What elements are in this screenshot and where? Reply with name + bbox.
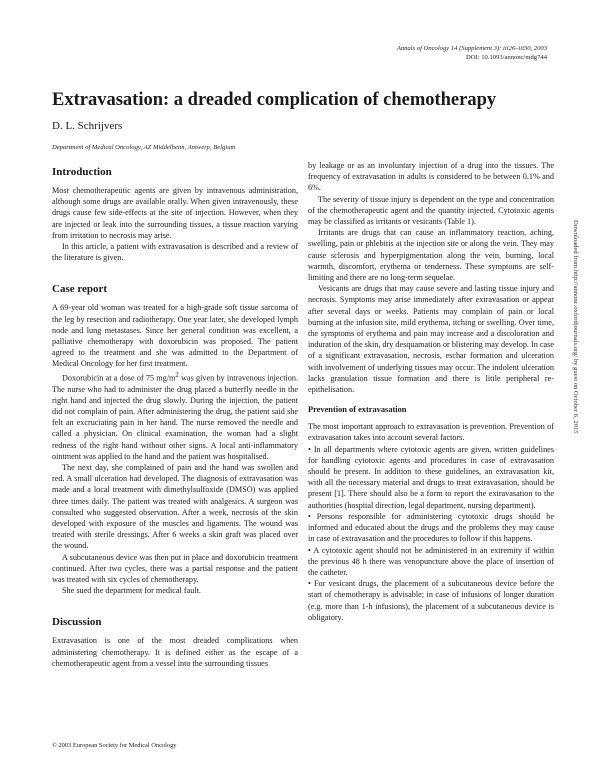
case-paragraph-1: A 69-year old woman was treated for a high-grade soft tissue sarcoma of the leg by resection and radiotherapy. One year later, she developed lymph node and lung metastases. Since her general condition was excellent, a palliative chemotherapy with doxorubicin was proposed. The patient agreed to the treatment and she was admitted to the Department of Medical Oncology for her first treatment. <box>52 303 298 369</box>
continued-paragraph-1: by leakage or as an involuntary injection of a drug into the tissues. The frequency of extravasation in adults is considered to be between 0.1% and 6%. <box>308 161 554 193</box>
prevention-bullet-2: • Persons responsible for administering cytotoxic drugs should be informed and educated about the drugs and the problems they may cause in case of extravasation and the procedures to follow if this happens. <box>308 511 554 544</box>
left-column <box>52 160 298 669</box>
article-title: Extravasation: a dreaded complication of chemotherapy <box>52 90 497 110</box>
discussion-paragraph-1: Extravasation is one of the most dreaded complications when administering chemotherapy. It is defined either as the escape of a chemotherapeutic agent from a vessel into the surrounding tissues <box>52 636 298 668</box>
introduction-heading: Introduction <box>52 166 112 178</box>
prevention-bullet-3: • A cytotoxic agent should not be administered in an extremity if within the previous 48 h there was venopuncture above the place of insertion of the catheter. <box>308 545 554 577</box>
right-column <box>308 160 554 623</box>
case-paragraph-5: She sued the department for medical fault. <box>62 586 201 596</box>
case-paragraph-2-start: Doxorubicin at a dose of 75 mg/m <box>62 373 176 383</box>
download-suffix: by guest on October 6, 2015 <box>572 357 579 434</box>
prevention-heading: Prevention of extravasation <box>308 405 407 415</box>
journal-citation: Annals of Oncology 14 (Supplement 3): iii26–iii30, 2003 <box>396 45 547 52</box>
case-paragraph-2 <box>52 370 298 462</box>
prevention-bullet-1: • In all departments where cytotoxic agents are given, written guidelines for handling cytotoxic agents and procedures in case of extravasation should be present. In addition to these guidelines, an extravasation kit, with all the necessary material and drugs to treat extravasation, should be present [1]. There should also be a form to report the extravasation to the authorities (hospital direction, legal department, nursing department). <box>308 444 554 510</box>
case-paragraph-3: The next day, she complained of pain and the hand was swollen and red. A small ulceration had developed. The diagnosis of extravasation was made and a local treatment with dimethylsulfoxide (DMSO) was applied three times daily. The patient was treated with analgesics. A surgeon was consulted who suggested observation. After a week, necrosis of the skin developed with exposure of the muscles and ligaments. The wound was treated with sterile dressings. After 6 weeks a skin graft was placed over the wound. <box>52 463 298 551</box>
irritants-paragraph: Irritants are drugs that can cause an inflammatory reaction, aching, swelling, pain or phlebitis at the injection site or along the vein. They may cause sclerosis and hyperpigmentation along the vein, burning, local warmth, discomfort, erythema or tenderness. These symptoms are self-limiting and there are no long-term sequelae. <box>308 228 554 283</box>
prevention-bullet-4: • For vesicant drugs, the placement of a subcutaneous device before the start of chemotherapy is advisable; in case of infusions of longer duration (e.g. more than 1-h infusions), the placement of a subcutaneous device is obligatory. <box>308 579 554 622</box>
vesicants-paragraph: Vesicants are drugs that may cause severe and lasting tissue injury and necrosis. Symptoms may arise immediately after extravasation or appear after several days or weeks. Patients may complain of pain or local burning at the infusion site, mild erythema, itching or swelling. Over time, the symptoms of erythema and pain may increase and a discoloration and induration of the skin, dry desquamation or blistering may develop. In case of a significant extravasation, necrosis, eschar formation and ulceration with involvement of underlying tissues may occur. The indolent ulceration lacks granulation tissue formation and there is little peripheral re-epithelisation. <box>308 284 554 395</box>
case-paragraph-2-end: was given by intravenous injection. The nurse who had to administer the drug placed a butterfly needle in the right hand and injected the drug slowly. During the injection, the patient did not complain of pain. After administering the drug, the patient said she felt an excruciating pain in her hand. The nurse removed the needle and called a physician. On clinical examination, the woman had a slight redness of the right hand without other signs. A local anti-inflammatory ointment was applied to the hand and the patient was hospitalised. <box>52 373 298 461</box>
doi-line: DOI: 10.1093/annonc/mdg744 <box>466 54 547 61</box>
author-name: D. L. Schrijvers <box>52 120 123 132</box>
intro-paragraph-2: In this article, a patient with extravasation is described and a review of the literature is given. <box>52 242 298 263</box>
intro-paragraph-1: Most chemotherapeutic agents are given by intravenous administration, although some drugs are available orally. When given intravenously, these drugs cause few side-effects at the site of injection. However, when they are injected or leak into the surrounding tissues, a tissue reaction varying from irritation to necrosis may arise. <box>52 186 298 240</box>
copyright-footer: © 2003 European Society for Medical Oncology <box>52 742 177 749</box>
download-link[interactable]: http://annonc.oxfordjournals.org/ <box>572 269 579 358</box>
download-sidebar <box>571 220 580 600</box>
case-report-heading: Case report <box>52 283 108 296</box>
dose-superscript: 2 <box>175 371 179 379</box>
discussion-heading: Discussion <box>52 616 102 629</box>
journal-header <box>397 44 547 62</box>
case-paragraph-4: A subcutaneous device was then put in place and doxorubicin treatment continued. After two cycles, there was a partial response and the patient was treated with six cycles of chemotherapy. <box>52 552 298 585</box>
author-affiliation: Department of Medical Oncology, AZ Middelheim, Antwerp, Belgium <box>52 144 236 151</box>
severity-paragraph: The severity of tissue injury is dependent on the type and concentration of the chemotherapeutic agent and the quantity injected. Cytotoxic agents may be classified as irritants or vesicants (Table 1). <box>308 194 554 227</box>
download-prefix: Downloaded from <box>572 220 579 270</box>
prevention-paragraph: The most important approach to extravasation is prevention. Prevention of extravasation takes into account several factors. <box>308 422 554 443</box>
